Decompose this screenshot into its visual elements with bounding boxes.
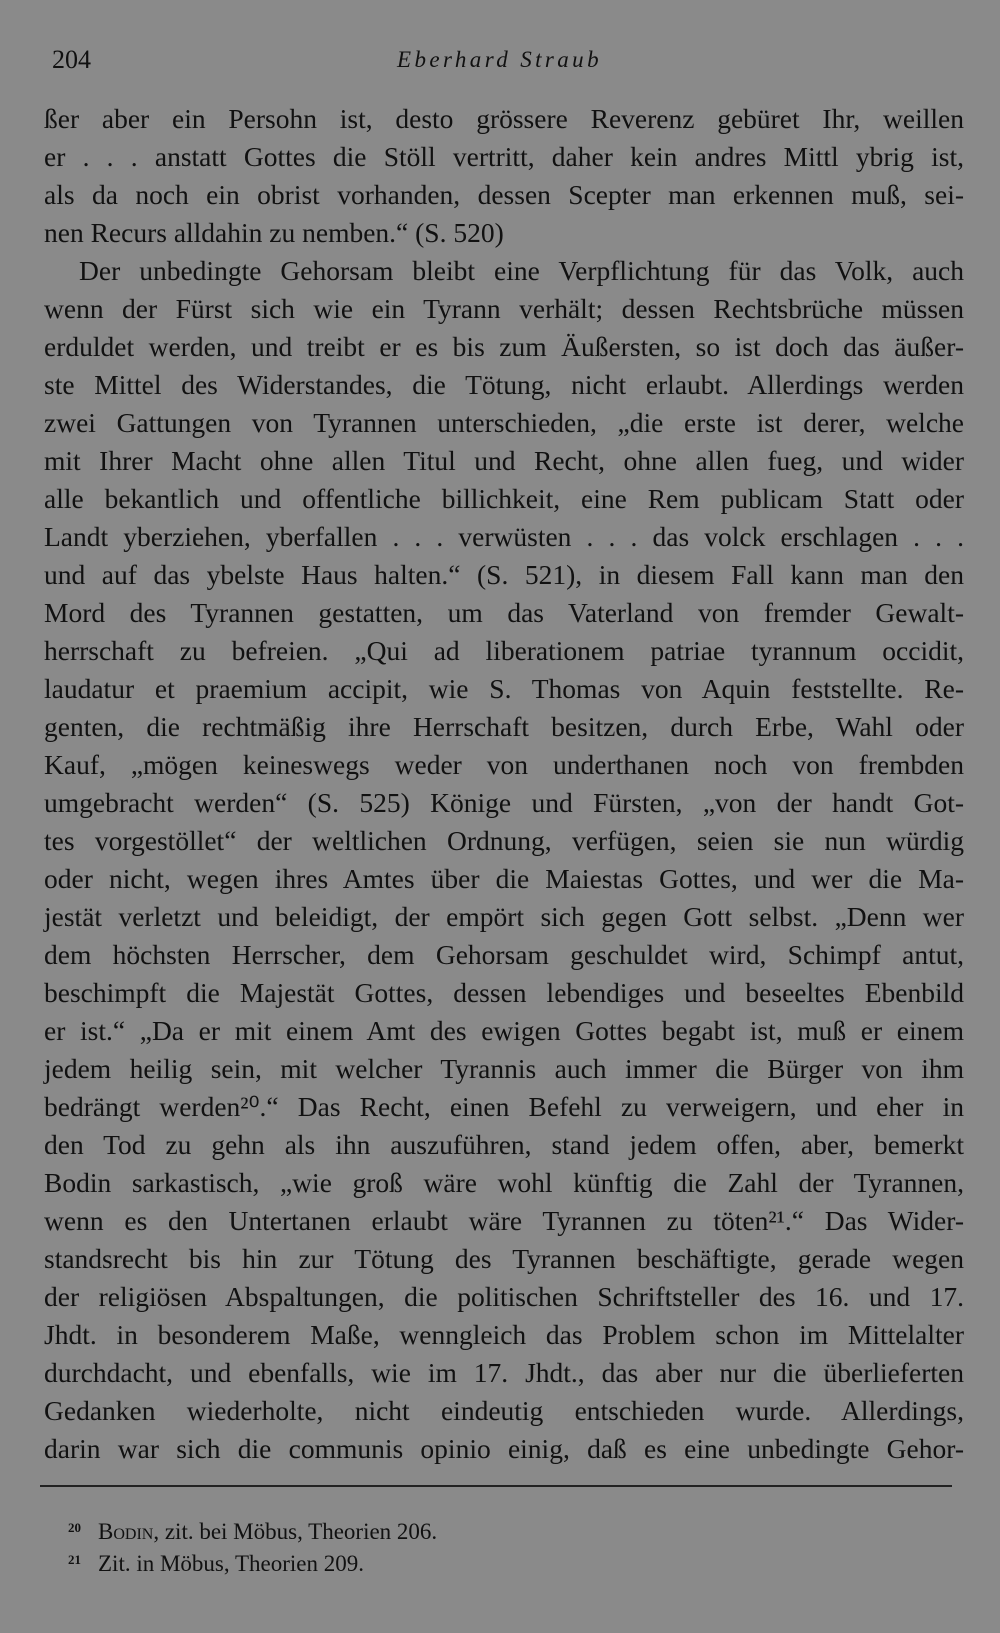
text-line: durchdacht, und ebenfalls, wie im 17. Jhdt., das aber nur die überlieferten: [44, 1357, 964, 1388]
text-line: der religiösen Abspaltungen, die politischen Schriftsteller des 16. und 17.: [44, 1281, 964, 1312]
text-line: herrschaft zu befreien. „Qui ad liberationem patriae tyrannum occidit,: [44, 635, 964, 666]
footnote-text: Zit. in Möbus, Theorien 209.: [98, 1551, 364, 1576]
footnote-marker: 21: [68, 1552, 81, 1567]
text-line: alle bekantlich und offentliche billichkeit, eine Rem publicam Statt oder: [44, 483, 964, 514]
text-line: erduldet werden, und treibt er es bis zum Äußersten, so ist doch das äußer-: [44, 331, 964, 362]
text-line: dem höchsten Herrscher, dem Gehorsam geschuldet wird, Schimpf antut,: [44, 939, 964, 970]
text-line: den Tod zu gehn als ihn auszuführen, stand jedem offen, aber, bemerkt: [44, 1129, 964, 1160]
text-line: beschimpft die Majestät Gottes, dessen lebendiges und beseeltes Ebenbild: [44, 977, 964, 1008]
body-text: [44, 100, 964, 1468]
text-line: ste Mittel des Widerstandes, die Tötung, nicht erlaubt. Allerdings werden: [44, 369, 964, 400]
text-line: Gedanken wiederholte, nicht eindeutig entschieden wurde. Allerdings,: [44, 1395, 964, 1426]
text-line: Jhdt. in besonderem Maße, wenngleich das Problem schon im Mittelalter: [44, 1319, 964, 1350]
text-line: Mord des Tyrannen gestatten, um das Vaterland von fremder Gewalt-: [44, 597, 964, 628]
page-header: [52, 40, 952, 80]
text-line: als da noch ein obrist vorhanden, dessen Scepter man erkennen muß, sei-: [44, 179, 964, 210]
paragraph-start-line: Der unbedingte Gehorsam bleibt eine Verpflichtung für das Volk, auch: [79, 255, 964, 286]
running-head: Eberhard Straub: [397, 47, 602, 72]
footnote-marker: 20: [68, 1520, 81, 1535]
text-line: jestät verletzt und beleidigt, der empört sich gegen Gott selbst. „Denn wer: [44, 901, 964, 932]
text-line: Kauf, „mögen keineswegs weder von underthanen noch von frembden: [44, 749, 964, 780]
text-line: standsrecht bis hin zur Tötung des Tyrannen beschäftigte, gerade wegen: [44, 1243, 964, 1274]
text-line: wenn es den Untertanen erlaubt wäre Tyrannen zu töten²¹.“ Das Wider-: [44, 1205, 964, 1236]
text-line: er ist.“ „Da er mit einem Amt des ewigen Gottes begabt ist, muß er einem: [44, 1015, 964, 1046]
footnote: [68, 1512, 768, 1544]
footnote-divider: [40, 1485, 952, 1487]
text-line: er . . . anstatt Gottes die Stöll vertritt, daher kein andres Mittl ybrig ist,: [44, 141, 964, 172]
text-line: ßer aber ein Persohn ist, desto grössere Reverenz gebüret Ihr, weillen: [44, 103, 964, 134]
text-line: darin war sich die communis opinio einig, daß es eine unbedingte Gehor-: [44, 1433, 964, 1464]
text-line: und auf das ybelste Haus halten.“ (S. 521), in diesem Fall kann man den: [44, 559, 964, 590]
footnote-author: Bodin: [98, 1519, 154, 1544]
text-line: zwei Gattungen von Tyrannen unterschieden, „die erste ist derer, welche: [44, 407, 964, 438]
text-line: genten, die rechtmäßig ihre Herrschaft besitzen, durch Erbe, Wahl oder: [44, 711, 964, 742]
page-number: 204: [52, 45, 91, 74]
text-line: oder nicht, wegen ihres Amtes über die Maiestas Gottes, und wer die Ma-: [44, 863, 964, 894]
text-line: bedrängt werden²⁰.“ Das Recht, einen Befehl zu verweigern, und eher in: [44, 1091, 964, 1122]
text-line: Landt yberziehen, yberfallen . . . verwüsten . . . das volck erschlagen . . .: [44, 521, 964, 552]
footnotes: [68, 1512, 768, 1576]
text-line: laudatur et praemium accipit, wie S. Thomas von Aquin feststellte. Re-: [44, 673, 964, 704]
text-line: umgebracht werden“ (S. 525) Könige und Fürsten, „von der handt Got-: [44, 787, 964, 818]
footnote-text: , zit. bei Möbus, Theorien 206.: [153, 1519, 438, 1544]
text-line: mit Ihrer Macht ohne allen Titul und Recht, ohne allen fueg, und wider: [44, 445, 964, 476]
text-line: jedem heilig sein, mit welcher Tyrannis auch immer die Bürger von ihm: [44, 1053, 964, 1084]
text-line: Bodin sarkastisch, „wie groß wäre wohl künftig die Zahl der Tyrannen,: [44, 1167, 964, 1198]
text-line: wenn der Fürst sich wie ein Tyrann verhält; dessen Rechtsbrüche müssen: [44, 293, 964, 324]
text-line: nen Recurs alldahin zu nemben.“ (S. 520): [44, 217, 504, 248]
text-line: tes vorgestöllet“ der weltlichen Ordnung, verfügen, seien sie nun würdig: [44, 825, 964, 856]
footnote: [68, 1544, 768, 1576]
